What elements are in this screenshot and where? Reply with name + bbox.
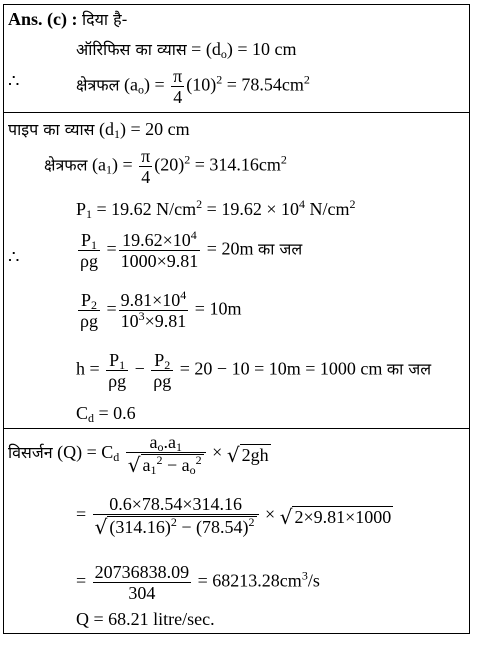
h1-num-sub: 1 (91, 238, 97, 252)
h-suffix: का जल (386, 359, 432, 379)
head2-line: $\frac{P_2}{\rho g}$ = $\frac{9.81\times 10^4}{10^3\times 9.81}$ = 10m (80, 288, 242, 331)
pipe-area-line (44, 146, 287, 187)
h2-num-sub-b: 2 (164, 358, 171, 372)
four-digit: 4 (141, 167, 151, 187)
pi-over-four (171, 66, 184, 107)
den-sub-1: 1 (150, 463, 157, 478)
substitution-fraction (93, 494, 259, 537)
den-a1: a (142, 455, 151, 476)
h1-num-sym-b: P (109, 350, 120, 370)
p1-sym: P (76, 199, 87, 219)
four-digit: 4 (173, 87, 183, 107)
rho-g: ρg (80, 311, 98, 331)
orifice-area-sym: (a (124, 74, 138, 95)
h2-num-sym-b: P (154, 350, 165, 370)
answer-label: Ans. (c) : (8, 9, 78, 29)
orifice-area-result-exp: 2 (303, 72, 310, 87)
pi-symbol: π (173, 66, 183, 86)
num-sub-1: 1 (175, 440, 182, 454)
den-exp1: 2 (170, 515, 177, 530)
substitution-numerator: 0.6×78.54×314.16 (93, 494, 259, 515)
pi-over-four (139, 146, 152, 187)
pipe-area-sym: (a (92, 154, 106, 175)
discharge-result-line (76, 562, 320, 603)
orifice-diameter-label: ऑरिफिस का व्यास (76, 40, 187, 59)
result-unit: /s (307, 570, 320, 591)
discharge-lhs-sub: d (113, 449, 120, 464)
rho-g: ρg (108, 371, 127, 391)
h2-rhs-den-b: ×9.81 (144, 311, 187, 331)
h2-rhs-den-a: 10 (120, 311, 139, 331)
discharge-formula-line (8, 432, 271, 478)
h1-rhs-fraction (119, 230, 201, 271)
area-ratio-fraction (126, 432, 206, 478)
p1-unit: N/cm (309, 199, 350, 219)
p1-over-rhog (78, 230, 100, 271)
pipe-diameter-label: पाइप का व्यास (8, 120, 95, 139)
p1-text2: = 19.62 × 10 (206, 199, 299, 219)
divider-line (3, 428, 470, 429)
den-exp2: 2 (248, 515, 255, 530)
final-answer-text: Q = 68.21 litre/sec. (76, 609, 215, 629)
h1-num-sym: P (80, 230, 91, 250)
therefore-symbol: ∴ (8, 247, 20, 267)
orifice-diameter-expr: = (d (191, 39, 221, 59)
h-line (76, 350, 431, 391)
pipe-area-exp: 2 (184, 152, 191, 167)
result-fraction (93, 562, 192, 603)
orifice-area-sub: o (137, 82, 144, 97)
equals-sign: = (76, 570, 87, 591)
radical-symbol: √ (94, 514, 108, 539)
discharge-label: विसर्जन (8, 442, 53, 462)
orifice-area-result: = 78.54cm (226, 74, 304, 95)
h2-rhs-num-exp: 4 (180, 288, 187, 302)
orifice-diameter-line (76, 38, 296, 61)
radical-symbol: √ (226, 442, 240, 467)
p1-unit-exp: 2 (349, 197, 356, 211)
rho-g: ρg (80, 251, 98, 271)
result-denominator: 304 (128, 583, 156, 603)
sqrt-denominator (126, 452, 206, 478)
p1-over-rhog (106, 350, 128, 391)
final-answer (76, 608, 215, 630)
cd-sym: C (76, 403, 89, 423)
h2-rhs-den-exp: 3 (138, 309, 145, 323)
sqrt-2gh (227, 442, 271, 466)
times-sign: × (212, 441, 223, 462)
pipe-area-label: क्षेत्रफल (44, 155, 88, 175)
orifice-area-line (8, 70, 19, 92)
pipe-area-result-exp: 2 (280, 152, 287, 167)
p2-over-rhog (78, 290, 100, 331)
discharge-substitution-line (76, 494, 393, 537)
head1-line: $\frac{P_1}{\rho g}$ = $\frac{19.62\times 10^4}{1000\times 9.81}$ = 20m का जल (80, 228, 303, 271)
result-exp: 3 (301, 568, 308, 583)
h2-num-sub: 2 (91, 298, 97, 312)
rho-g: ρg (153, 371, 172, 391)
sqrt-numeric-content: 2×9.81×1000 (294, 507, 392, 528)
pipe-diameter-line (8, 118, 190, 141)
divider-line (3, 112, 470, 113)
h1-rhs-den: 1000×9.81 (120, 251, 199, 271)
radical-symbol: √ (127, 452, 141, 477)
orifice-area-expr (76, 66, 310, 107)
orifice-area-label: क्षेत्रफल (76, 75, 120, 95)
h1-result: = 20m (206, 238, 254, 259)
p1-sub: 1 (86, 207, 93, 221)
h-result: = 20 − 10 = 10m = 1000 cm (179, 358, 383, 379)
orifice-diameter-sub: o (220, 47, 227, 61)
h2-num-sym: P (80, 290, 91, 310)
den-exp: 2 (156, 453, 163, 468)
result-value: = 68213.28cm (197, 570, 302, 591)
given-phrase: दिया है- (82, 10, 128, 29)
p2-over-rhog (151, 350, 173, 391)
h2-rhs-num: 9.81×10 (120, 290, 181, 310)
h1-rhs-num: 19.62×10 (122, 230, 191, 250)
orifice-area-eq: ) = (143, 74, 165, 95)
cd-value: = 0.6 (98, 403, 136, 423)
pi-symbol: π (141, 146, 151, 166)
h2-result: = 10m (194, 298, 242, 319)
orifice-area-exp: 2 (216, 72, 223, 87)
pressure-line (76, 198, 355, 220)
h1-rhs-num-exp: 4 (190, 228, 197, 242)
radical-symbol: √ (279, 504, 293, 529)
pipe-diameter-value: ) = 20 cm (120, 119, 190, 139)
pipe-area-rest: (20) (154, 154, 185, 175)
minus-sign: − (134, 358, 145, 379)
num-sub-o: o (157, 440, 164, 454)
h1-num-sub-b: 1 (119, 358, 126, 372)
orifice-area-rest: (10) (186, 74, 217, 95)
pipe-diameter-expr: (d (99, 119, 114, 139)
num-dot: .a (163, 432, 176, 452)
num-a: a (149, 432, 158, 452)
p1-exp: 2 (196, 197, 203, 211)
discharge-lhs: (Q) = C (57, 441, 114, 462)
times-sign: × (265, 503, 276, 524)
cd-line (76, 402, 136, 424)
pipe-area-result: = 314.16cm (194, 154, 281, 175)
h2-rhs-fraction (119, 290, 189, 331)
p1-exp2: 4 (298, 197, 305, 211)
result-numerator: 20736838.09 (94, 562, 190, 582)
den-exp-2: 2 (195, 453, 202, 468)
therefore-symbol: ∴ (8, 71, 20, 91)
sqrt-substitution-denominator (93, 515, 259, 537)
orifice-diameter-value: ) = 10 cm (226, 39, 297, 59)
h-sym: h = (76, 358, 100, 379)
pipe-area-eq: ) = (111, 154, 133, 175)
den-minus: − a (167, 455, 190, 476)
pipe-area-sub: 1 (105, 162, 112, 177)
pipe-diameter-sub: 1 (114, 127, 120, 141)
den-sub-o: o (189, 463, 196, 478)
sqrt-numeric (280, 504, 394, 528)
therefore-symbol-2 (8, 246, 19, 268)
sqrt-2gh-content: 2gh (241, 445, 269, 466)
p1-text: = 19.62 N/cm (96, 199, 197, 219)
den-a: (314.16) (109, 517, 171, 538)
cd-sub: d (88, 411, 95, 425)
h1-suffix: का जल (257, 239, 303, 259)
equals-sign: = (76, 503, 87, 524)
den-b: − (78.54) (181, 517, 249, 538)
answer-header (8, 8, 127, 31)
